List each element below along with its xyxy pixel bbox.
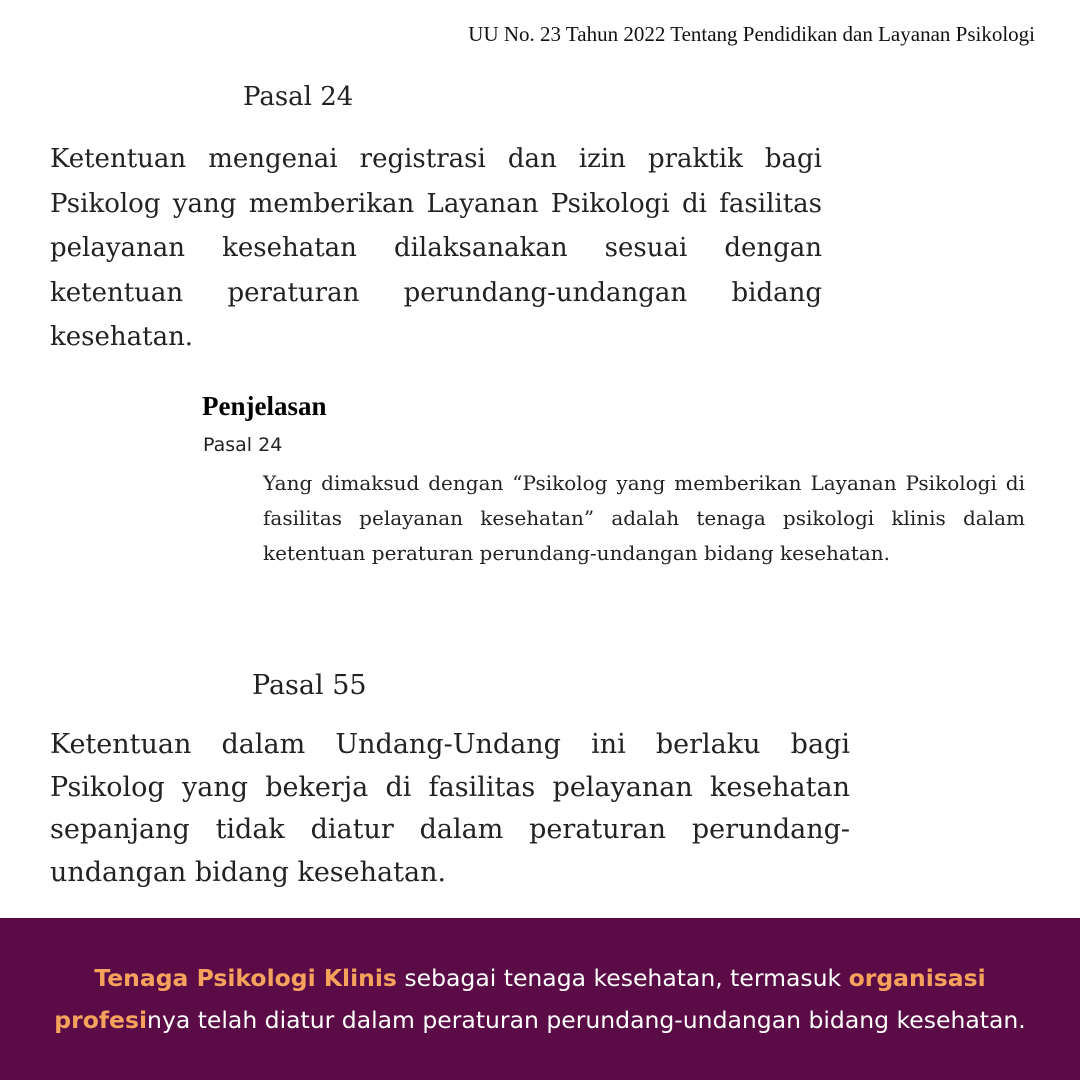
summary-text-part-2: nya telah diatur dalam peraturan perundang-undangan bidang kesehatan. (147, 1006, 1026, 1034)
pasal-24-title: Pasal 24 (243, 82, 354, 112)
document-reference: UU No. 23 Tahun 2022 Tentang Pendidikan dan Layanan Psikologi (468, 22, 1035, 46)
pasal-55-title: Pasal 55 (252, 670, 367, 701)
summary-banner (0, 918, 1080, 1080)
highlight-organisasi-profesi: organisasi profesi (54, 964, 986, 1034)
penjelasan-heading: Penjelasan (202, 391, 327, 421)
highlight-tenaga-psikologi-klinis: Tenaga Psikologi Klinis (94, 964, 397, 992)
pasal-55-body: Ketentuan dalam Undang-Undang ini berlaku bagi Psikolog yang bekerja di fasilitas pelayanan kesehatan sepanjang tidak diatur dalam peraturan perundang-undangan bidang kesehatan. (50, 729, 850, 888)
pasal-24-body: Ketentuan mengenai registrasi dan izin praktik bagi Psikolog yang memberikan Layanan Psikologi di fasilitas pelayanan kesehatan dilaksanakan sesuai dengan ketentuan peraturan perundang-undangan bidang kesehatan. (50, 144, 822, 352)
summary-text (25, 957, 1055, 1041)
summary-text-part-1: sebagai tenaga kesehatan, termasuk (396, 964, 849, 992)
penjelasan-pasal-label: Pasal 24 (203, 434, 283, 456)
penjelasan-body: Yang dimaksud dengan “Psikolog yang memberikan Layanan Psikologi di fasilitas pelayanan kesehatan” adalah tenaga psikologi klinis dalam ketentuan peraturan perundang-undangan bidang kesehatan. (263, 471, 1025, 565)
